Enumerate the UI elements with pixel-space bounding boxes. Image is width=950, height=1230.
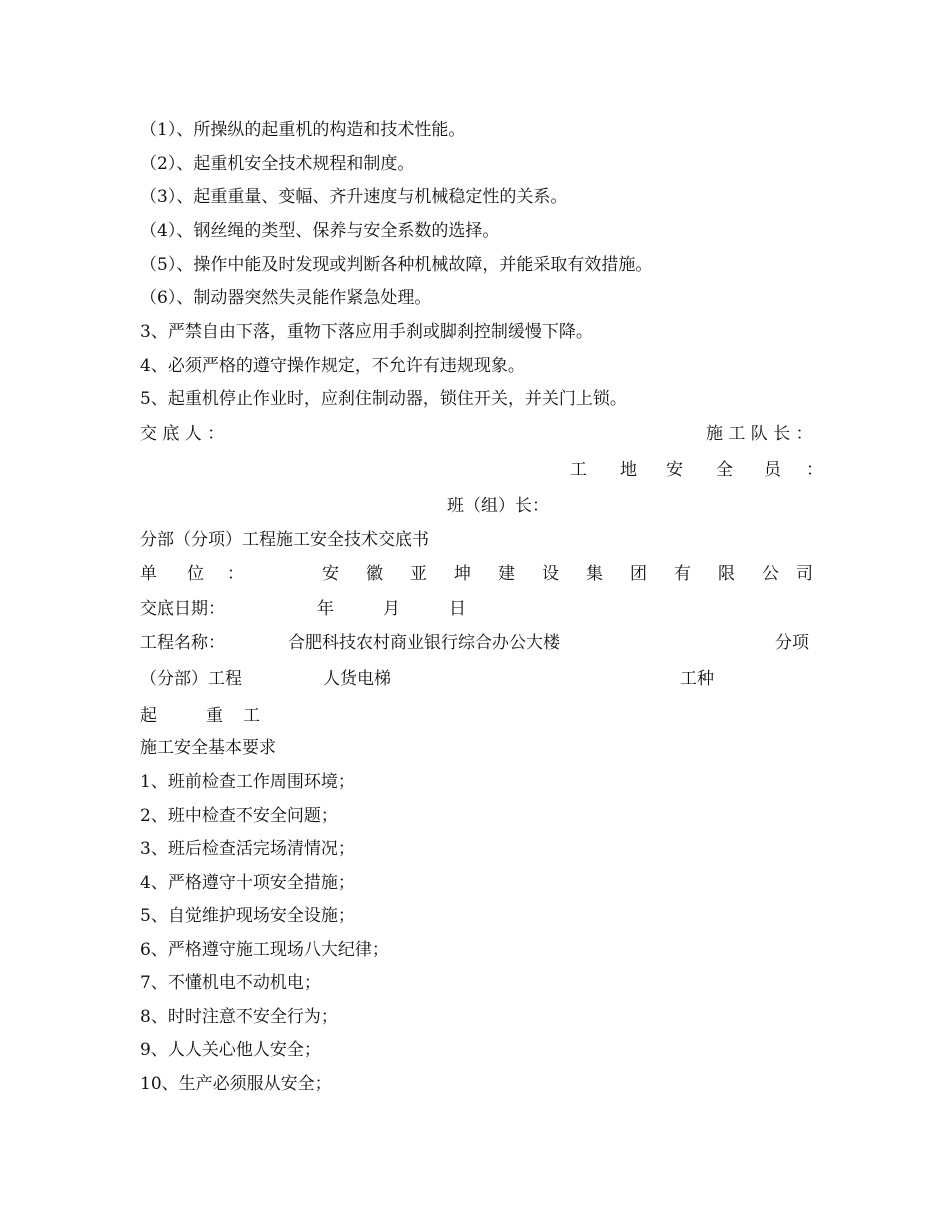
date-day: 日 [449,599,466,619]
value-char: 建 [498,564,515,584]
rule-item: 4、必须严格的遵守操作规定，不允许有违规现象。 [140,356,525,376]
label-char: 单 [140,564,157,584]
label-char: 全 [716,460,733,480]
label-char: 工 [570,460,587,480]
project-value: 合肥科技农村商业银行综合办公大楼 [288,633,560,653]
requirement-item: （6）、制动器突然失灵能作紧急处理。 [140,288,432,308]
value-char: 团 [630,564,647,584]
basic-item: 4、严格遵守十项安全措施； [140,873,355,893]
value-char: 公 [762,564,779,584]
value-char: 徽 [366,564,383,584]
value-char: 限 [718,564,735,584]
section-heading: 施工安全基本要求 [140,738,276,758]
date-year: 年 [317,599,334,619]
requirement-item: （3）、起重重量、变幅、齐升速度与机械稳定性的关系。 [140,187,568,207]
sub-item-label: 分项 [775,633,809,653]
basic-item: 7、不懂机电不动机电； [140,973,321,993]
date-month: 月 [383,599,400,619]
label-char: 员 [764,460,781,480]
trade-label: 工种 [680,669,714,689]
value-char: 集 [586,564,603,584]
value-char: 安 [322,564,339,584]
requirement-item: （1）、所操纵的起重机的构造和技术性能。 [140,120,466,140]
value-char: 有 [674,564,691,584]
value-char: 工 [243,706,260,726]
requirement-item: （4）、钢丝绳的类型、保养与安全系数的选择。 [140,221,500,241]
label-char: ： [806,460,823,480]
basic-item: 10、生产必须服从安全； [140,1074,332,1094]
value-char: 司 [796,564,813,584]
presenter-label: 交 底 人 ： [140,424,225,444]
label-char: 安 [666,460,683,480]
group-leader-label: 班（组）长： [447,496,549,516]
requirement-item: （2）、起重机安全技术规程和制度。 [140,154,415,174]
sub-part-label: （分部）工程 [140,669,242,689]
basic-item: 3、班后检查活完场清情况； [140,839,355,859]
value-char: 设 [542,564,559,584]
value-char: 重 [206,706,223,726]
rule-item: 5、起重机停止作业时，应刹住制动器，锁住开关，并关门上锁。 [140,389,627,409]
sub-part-value: 人货电梯 [323,669,391,689]
date-label: 交底日期： [140,599,225,619]
form-title: 分部（分项）工程施工安全技术交底书 [140,530,429,550]
basic-item: 1、班前检查工作周围环境； [140,772,355,792]
label-char: ： [227,564,244,584]
rule-item: 3、严禁自由下落，重物下落应用手刹或脚刹控制缓慢下降。 [140,322,593,342]
value-char: 起 [140,706,157,726]
basic-item: 6、严格遵守施工现场八大纪律； [140,940,389,960]
label-char: 位 [187,564,204,584]
requirement-item: （5）、操作中能及时发现或判断各种机械故障，并能采取有效措施。 [140,255,653,275]
basic-item: 8、时时注意不安全行为； [140,1007,338,1027]
basic-item: 5、自觉维护现场安全设施； [140,906,355,926]
team-leader-label: 施 工 队 长 ： [706,424,813,444]
basic-item: 9、人人关心他人安全； [140,1040,321,1060]
basic-item: 2、班中检查不安全问题； [140,806,338,826]
value-char: 亚 [410,564,427,584]
value-char: 坤 [454,564,471,584]
label-char: 地 [620,460,637,480]
project-label: 工程名称： [140,633,225,653]
